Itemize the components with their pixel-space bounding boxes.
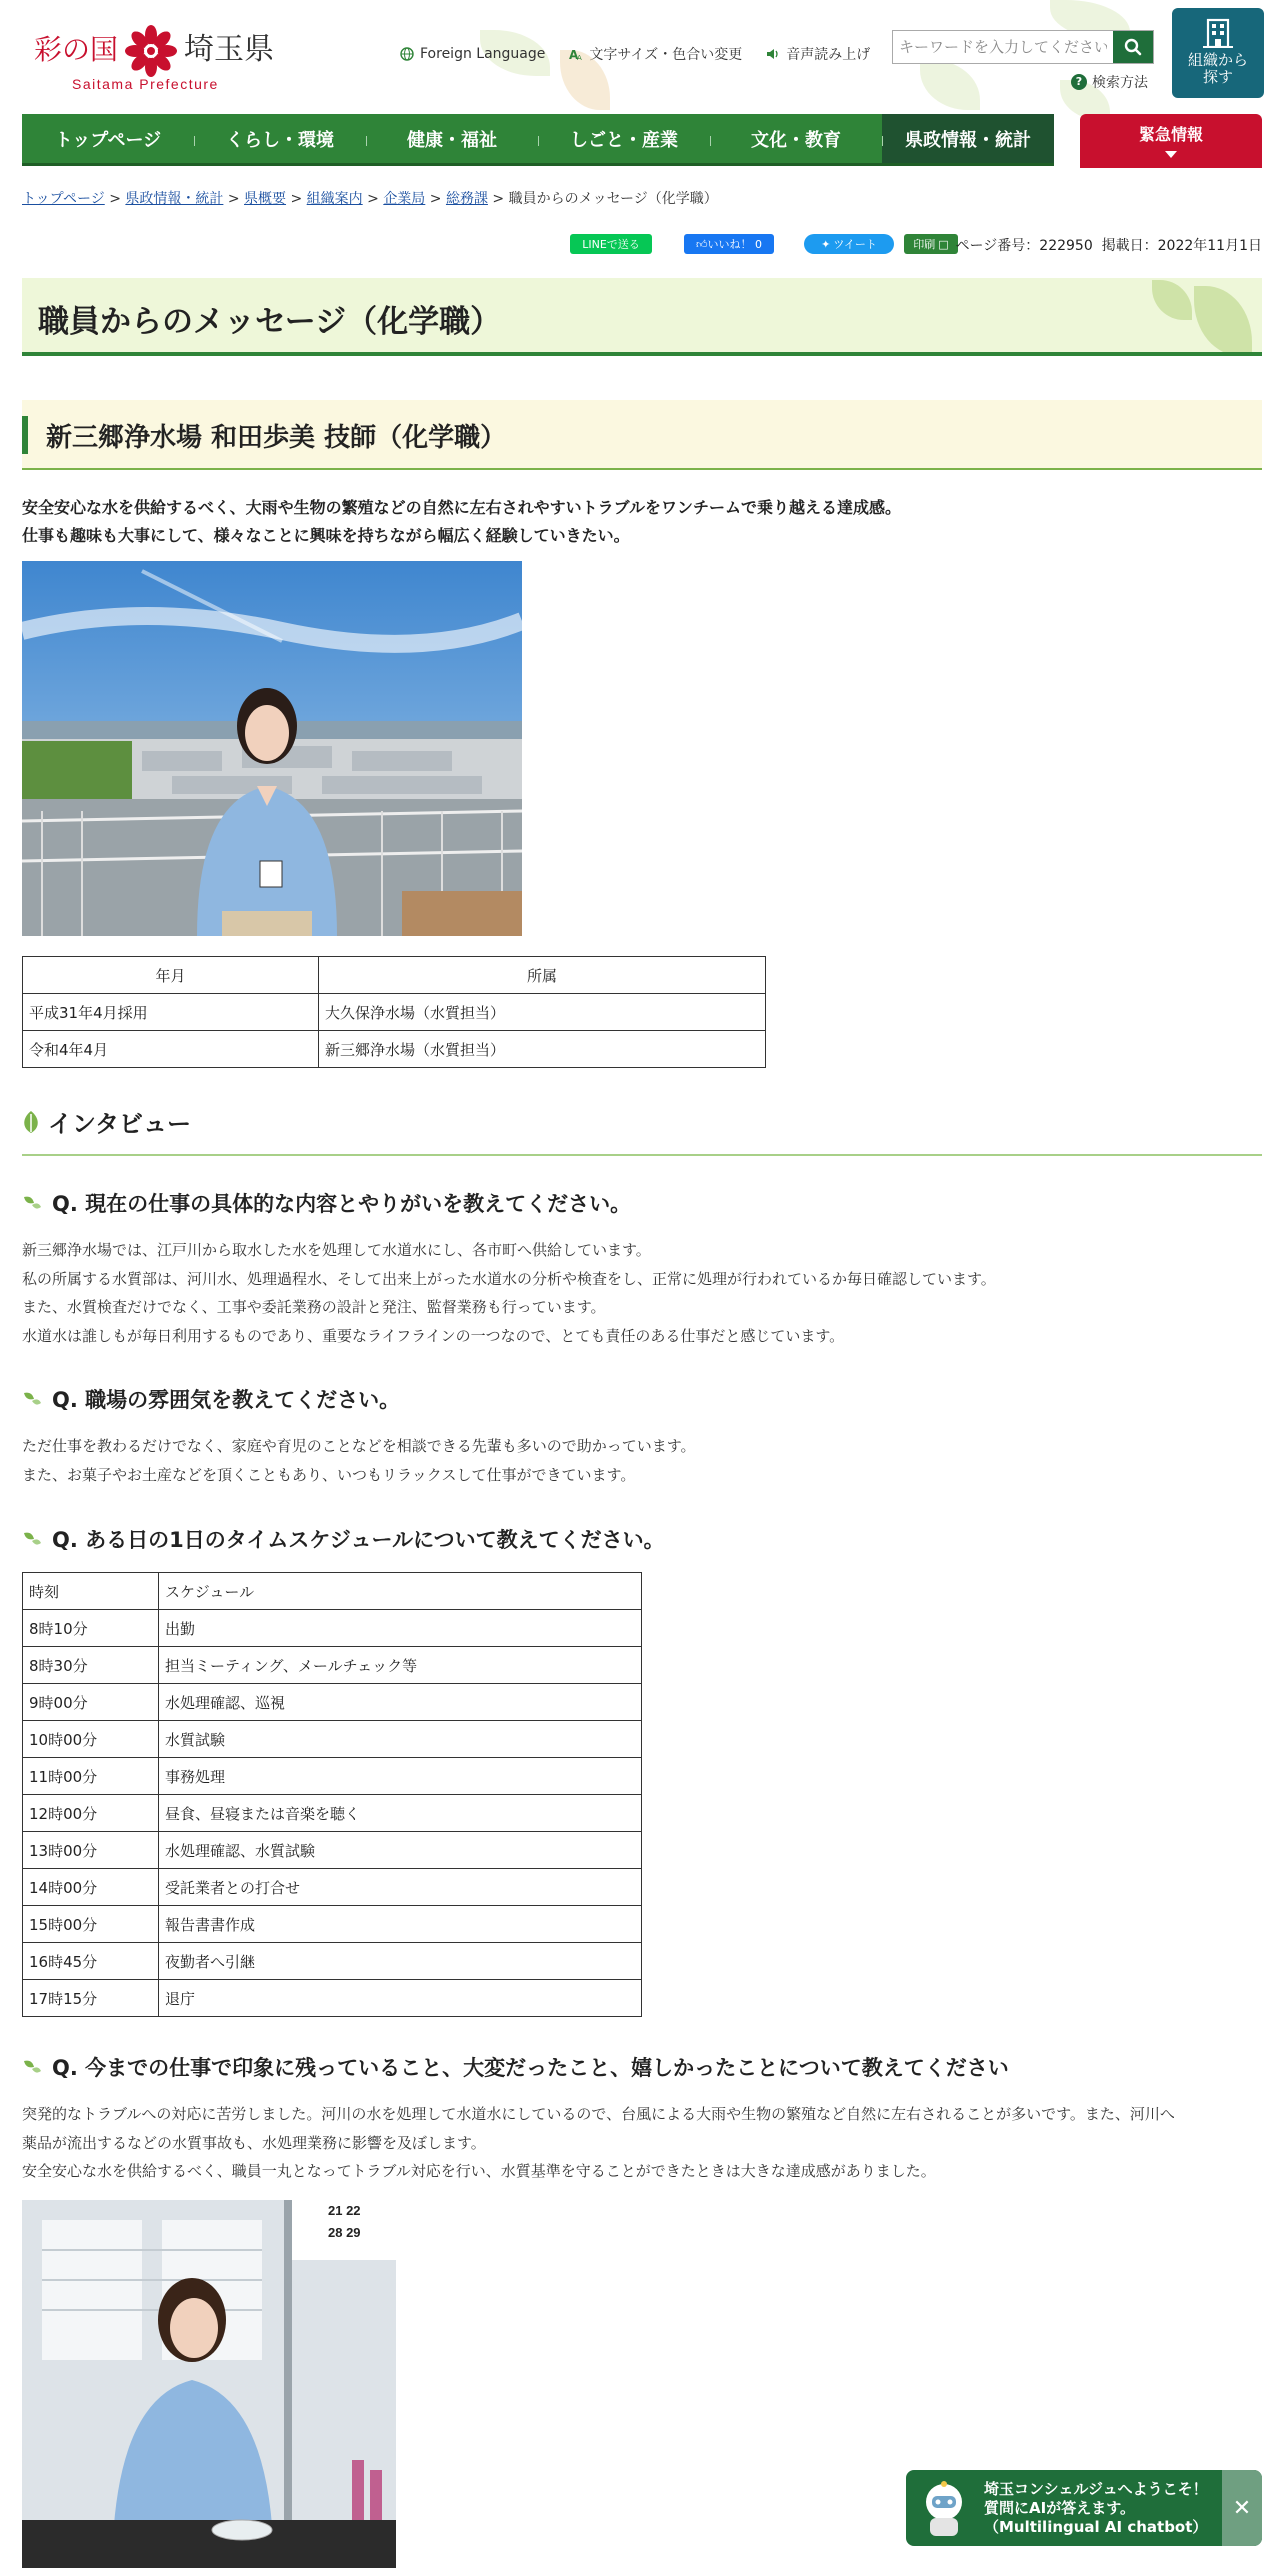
global-nav [22, 114, 1054, 166]
table-cell: 事務処理 [159, 1758, 642, 1795]
table-row [23, 1758, 642, 1795]
table-cell: 13時00分 [23, 1832, 159, 1869]
chevron-down-icon [1165, 151, 1177, 158]
table-cell: 水質試験 [159, 1721, 642, 1758]
leaf-icon [22, 1110, 40, 1134]
question-2-text: Q. 職場の雰囲気を教えてください。 [52, 1388, 401, 1412]
lead-text [22, 494, 901, 550]
thumbs-up-icon: 👍︎ [696, 237, 708, 251]
site-search [892, 30, 1154, 64]
globe-icon [400, 47, 414, 61]
answer-line: 突発的なトラブルへの対応に苦労しました。河川の水を処理して水道水にしているので、台風による大雨や生物の繁殖など自然に左右されることが多いです。また、河川へ [22, 2105, 1175, 2123]
question-2 [22, 1384, 400, 1414]
breadcrumb-separator: > [425, 191, 446, 207]
utility-links [400, 44, 870, 64]
table-cell: 水処理確認、巡視 [159, 1684, 642, 1721]
table-row [23, 1795, 642, 1832]
staff-photo-laboratory [22, 2200, 396, 2568]
search-icon [1124, 38, 1142, 56]
text-size-icon [569, 47, 583, 61]
text-size-color-label: 文字サイズ・色合い変更 [589, 47, 743, 63]
interview-heading-box [22, 1100, 1262, 1156]
leaf-sprout-icon [22, 1389, 42, 1409]
nav-item-top[interactable]: トップページ [54, 129, 162, 151]
logo-english: Saitama Prefecture [72, 76, 219, 92]
table-cell: 11時00分 [23, 1758, 159, 1795]
answer-line: 新三郷浄水場では、江戸川から取水した水を処理して水道水にし、各市町へ供給しています。 [22, 1241, 651, 1259]
question-1 [22, 1188, 631, 1218]
table-cell: 夜勤者へ引継 [159, 1943, 642, 1980]
question-4-text: Q. 今までの仕事で印象に残っていること、大変だったこと、嬉しかったことについて教えてください [52, 2056, 1009, 2080]
like-label: いいね！ 0 [707, 238, 762, 251]
answer-line: 水道水は誰しもが毎日利用するものであり、重要なライフラインの一つなので、とても責任のある仕事だと感じています。 [22, 1326, 845, 1345]
table-cell: 出勤 [159, 1610, 642, 1647]
decor-leaf [1194, 286, 1252, 356]
question-icon: ? [1071, 74, 1087, 90]
org-search-button[interactable] [1172, 8, 1264, 98]
building-icon [1201, 18, 1235, 48]
logo-text-sainokuni: 彩の国 [34, 33, 119, 66]
table-cell: 新三郷浄水場（水質担当） [319, 1031, 766, 1068]
answer-4 [22, 2100, 1175, 2186]
nav-item-culture-education[interactable]: 文化・教育 [710, 114, 882, 163]
text-size-color-link[interactable] [569, 44, 742, 64]
table-cell: 10時00分 [23, 1721, 159, 1758]
staff-photo-image [22, 561, 522, 936]
table-row [23, 1684, 642, 1721]
table-cell: 平成31年4月採用 [23, 994, 319, 1031]
table-cell: 大久保浄水場（水質担当） [319, 994, 766, 1031]
nav-item-prefectural-info[interactable]: 県政情報・統計 [882, 114, 1054, 163]
table-header-cell: 時刻 [23, 1573, 159, 1610]
table-row [23, 1869, 642, 1906]
tweet-label: ツイート [833, 238, 877, 251]
share-row [570, 234, 1262, 256]
answer-1 [22, 1236, 996, 1350]
emergency-info-button[interactable] [1080, 114, 1262, 168]
table-cell: 16時45分 [23, 1943, 159, 1980]
breadcrumb-link-enterprise-bureau[interactable]: 企業局 [383, 191, 426, 207]
page-title: 職員からのメッセージ（化学職） [38, 304, 502, 340]
table-cell: 8時30分 [23, 1647, 159, 1684]
breadcrumb-link-prefectural-info[interactable]: 県政情報・統計 [125, 191, 224, 207]
chatbot-line: 埼玉コンシェルジュへようこそ！ [984, 2480, 1208, 2498]
table-row [23, 1906, 642, 1943]
print-button[interactable] [904, 234, 958, 254]
staff-heading: 新三郷浄水場 和田歩美 技師（化学職） [46, 423, 507, 453]
chatbot-line: 質問にAIが答えます。 [984, 2499, 1135, 2517]
question-1-text: Q. 現在の仕事の具体的な内容とやりがいを教えてください。 [52, 1192, 632, 1216]
leaf-sprout-icon [22, 1193, 42, 1213]
nav-item-work-industry[interactable]: しごと・産業 [538, 114, 710, 163]
breadcrumb-separator: > [104, 191, 126, 207]
answer-2 [22, 1432, 696, 1489]
chatbot-line: （Multilingual AI chatbot） [984, 2518, 1208, 2536]
decor-leaf [1152, 280, 1192, 320]
page-meta [956, 235, 1262, 255]
answer-line: 薬品が流出するなどの水質事故も、水処理業務に影響を及ぼします。 [22, 2133, 486, 2152]
breadcrumb-link-overview[interactable]: 県概要 [244, 191, 287, 207]
decor-leaf [920, 60, 980, 110]
search-help-label: 検索方法 [1092, 75, 1148, 91]
leaf-sprout-icon [22, 1529, 42, 1549]
table-row [23, 1610, 642, 1647]
print-icon: □ [938, 237, 949, 251]
table-cell: 8時10分 [23, 1610, 159, 1647]
calendar-dates: 21 22 28 29 [328, 2203, 361, 2240]
table-cell: 退庁 [159, 1980, 642, 2017]
published-date: 掲載日：2022年11月1日 [1101, 238, 1262, 254]
site-header [0, 0, 1284, 112]
table-cell: 17時15分 [23, 1980, 159, 2017]
table-row [23, 1943, 642, 1980]
table-row [23, 1721, 642, 1758]
page-title-box [22, 278, 1262, 356]
chatbot-message [984, 2480, 1208, 2537]
speaker-icon [766, 47, 780, 61]
schedule-table [22, 1572, 642, 2017]
answer-line: 私の所属する水質部は、河川水、処理過程水、そして出来上がった水道水の分析や検査をし、正常に処理が行われているか毎日確認しています。 [22, 1269, 996, 1288]
close-icon: ✕ [1232, 2495, 1252, 2521]
staff-photo-rooftop [22, 561, 522, 936]
search-help-link[interactable] [1071, 72, 1148, 92]
table-row [23, 1647, 642, 1684]
logo-wordmark [34, 24, 274, 78]
table-row [23, 1832, 642, 1869]
nav-item-health-welfare[interactable]: 健康・福祉 [366, 114, 538, 163]
table-header-cell: スケジュール [159, 1573, 642, 1610]
question-4 [22, 2052, 1009, 2082]
table-header-cell: 所属 [319, 957, 766, 994]
table-cell: 受託業者との打合せ [159, 1869, 642, 1906]
chatbot-close-button[interactable] [1222, 2470, 1262, 2546]
table-header-row [23, 1573, 642, 1610]
saitama-emblem-icon [124, 24, 178, 78]
table-cell: 報告書書作成 [159, 1906, 642, 1943]
lead-line: 安全安心な水を供給するべく、大雨や生物の繁殖などの自然に左右されやすいトラブルをワンチームで乗り越える達成感。 [22, 498, 902, 517]
table-cell: 水処理確認、水質試験 [159, 1832, 642, 1869]
read-aloud-label: 音声読み上げ [786, 47, 871, 63]
breadcrumb [22, 188, 718, 208]
bird-icon: ✦ [821, 237, 831, 251]
table-header-cell: 年月 [23, 957, 319, 994]
table-cell: 令和4年4月 [23, 1031, 319, 1068]
breadcrumb-link-organization[interactable]: 組織案内 [306, 191, 363, 207]
breadcrumb-separator: > [286, 191, 307, 207]
lab-photo-image [22, 2200, 396, 2568]
logo-text-saitama-ken: 埼玉県 [184, 32, 275, 67]
svg-text:A: A [569, 48, 579, 61]
facebook-like-button[interactable] [684, 234, 774, 254]
page-number: ページ番号：222950 [955, 238, 1093, 254]
table-cell: 昼食、昼寝または音楽を聴く [159, 1795, 642, 1832]
table-cell: 14時00分 [23, 1869, 159, 1906]
table-cell: 15時00分 [23, 1906, 159, 1943]
answer-line: また、お菓子やお土産などを頂くこともあり、いつもリラックスして仕事ができています。 [22, 1465, 636, 1484]
table-row [23, 1031, 766, 1068]
answer-line: 安全安心な水を供給するべく、職員一丸となってトラブル対応を行い、水質基準を守ることができたときは大きな達成感がありました。 [22, 2162, 936, 2180]
lead-line: 仕事も趣味も大事にして、様々なことに興味を持ちながら幅広く経験していきたい。 [22, 526, 630, 545]
table-header-row [23, 957, 766, 994]
nav-item-life-environment[interactable]: くらし・環境 [194, 114, 366, 163]
search-button[interactable] [1113, 31, 1153, 63]
table-cell: 12時00分 [23, 1795, 159, 1832]
table-row [23, 1980, 642, 2017]
breadcrumb-link-top[interactable]: トップページ [22, 191, 105, 207]
question-3 [22, 1524, 665, 1554]
staff-heading-box [22, 400, 1262, 470]
question-3-text: Q. ある日の1日のタイムスケジュールについて教えてください。 [52, 1528, 665, 1552]
read-aloud-link[interactable] [766, 44, 870, 64]
breadcrumb-separator: > [487, 191, 509, 207]
answer-line: ただ仕事を教わるだけでなく、家庭や育児のことなどを相談できる先輩も多いので助かっています。 [22, 1437, 696, 1455]
table-cell: 9時00分 [23, 1684, 159, 1721]
answer-line: また、水質検査だけでなく、工事や委託業務の設計と発注、監督業務も行っています。 [22, 1298, 606, 1316]
breadcrumb-current: 職員からのメッセージ（化学職） [508, 191, 718, 207]
breadcrumb-separator: > [223, 191, 245, 207]
emergency-label: 緊急情報 [1138, 125, 1203, 144]
search-input[interactable] [893, 31, 1113, 63]
breadcrumb-separator: > [362, 191, 384, 207]
foreign-language-link[interactable] [400, 44, 545, 64]
interview-heading: インタビュー [48, 1110, 192, 1138]
table-cell: 担当ミーティング、メールチェック等 [159, 1647, 642, 1684]
org-search-label: 組織から探す [1187, 51, 1248, 86]
line-share-label: LINEで送る [582, 238, 640, 251]
chatbot-mascot-icon [916, 2480, 972, 2538]
line-share-button[interactable] [570, 234, 652, 254]
foreign-language-label: Foreign Language [420, 46, 546, 62]
site-logo[interactable] [34, 16, 284, 94]
career-table [22, 956, 766, 1068]
tweet-button[interactable] [804, 234, 894, 254]
ai-chatbot-widget[interactable] [906, 2470, 1262, 2546]
print-label: 印刷 [913, 238, 936, 251]
table-row [23, 994, 766, 1031]
svg-text:A: A [577, 54, 583, 61]
breadcrumb-link-general-affairs[interactable]: 総務課 [445, 191, 488, 207]
leaf-sprout-icon [22, 2057, 42, 2077]
